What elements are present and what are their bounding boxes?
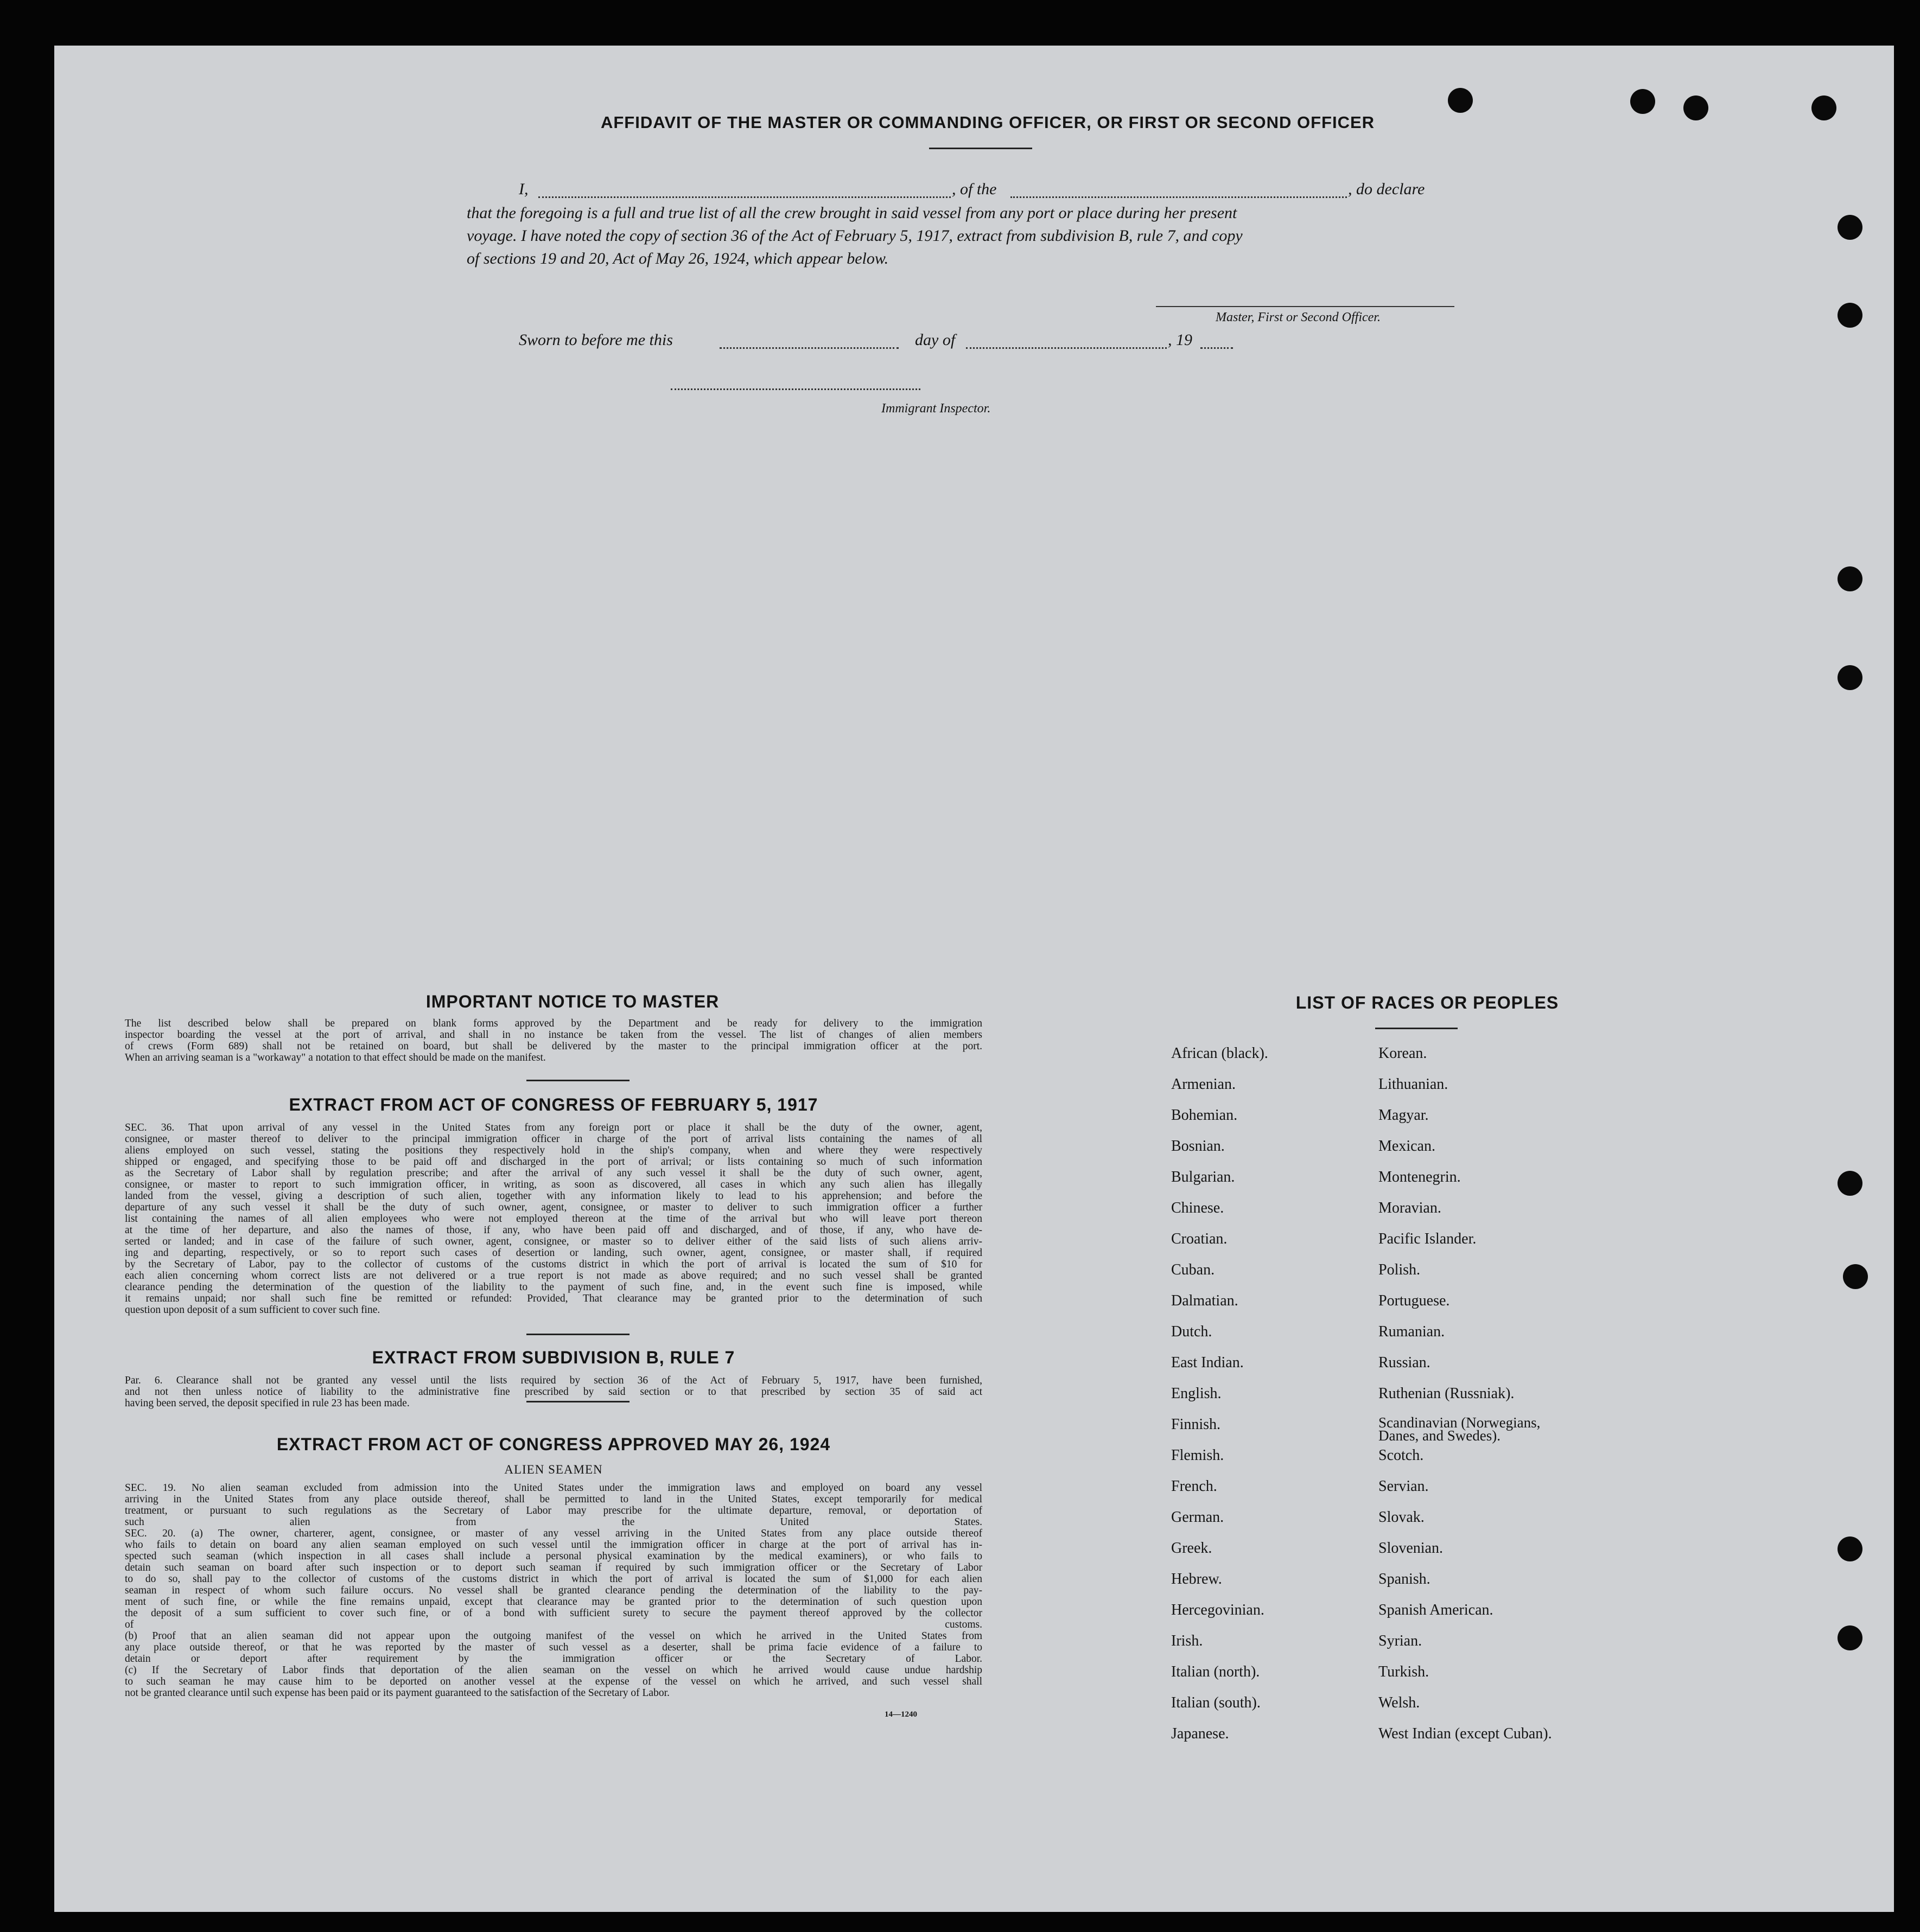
text-line: SEC. 19. No alien seaman excluded from admission into the United States under the immigration laws and employed on board any vessel [125, 1482, 982, 1494]
punch-hole [1838, 215, 1862, 240]
punch-hole [1838, 665, 1862, 690]
text-line: arriving in the United States from any place outside thereof, shall be permitted to land in the United States, except temporarily for medical [125, 1494, 982, 1505]
text-line: spected such seaman (which inspection in all cases shall include a personal physical examination by the medical examiners), or who fails to [125, 1551, 982, 1562]
race-item: African (black). [1171, 1045, 1268, 1062]
race-item: Italian (north). [1171, 1663, 1260, 1680]
form-sheet [54, 46, 1894, 1912]
text-line: who fails to detain on board any alien seaman employed on such vessel until the immigration officer in charge at the port of arrival has in- [125, 1539, 982, 1551]
text-line: When an arriving seaman is a "workaway" a notation to that effect should be made on the manifest. [125, 1052, 546, 1063]
race-item: Korean. [1378, 1045, 1427, 1062]
extract-1917-text [125, 1122, 982, 1316]
race-item: Flemish. [1171, 1447, 1224, 1464]
race-item: German. [1171, 1509, 1224, 1526]
race-item: West Indian (except Cuban). [1378, 1725, 1552, 1742]
text-line: having been served, the deposit specified in rule 23 has been made. [125, 1398, 410, 1409]
text-line: to do so, shall pay to the collector of customs of the customs district in which the port of arrival is located the sum of $1,000 for each alien [125, 1573, 982, 1585]
race-item: Hebrew. [1171, 1571, 1222, 1587]
race-item: Portuguese. [1378, 1292, 1450, 1309]
declare-label: , do declare [1348, 180, 1425, 198]
text-line: list containing the names of all alien employees who were not employed thereon at the time of the arrival but who will leave port thereon [125, 1213, 982, 1225]
sworn-line [519, 331, 1333, 353]
race-item: Rumanian. [1378, 1323, 1445, 1340]
race-item: Chinese. [1171, 1200, 1224, 1216]
race-item: Moravian. [1378, 1200, 1441, 1216]
inspector-caption: Immigrant Inspector. [881, 401, 991, 416]
race-item: Dutch. [1171, 1323, 1212, 1340]
race-item: East Indian. [1171, 1354, 1244, 1371]
name-field[interactable] [538, 196, 951, 198]
race-item: Ruthenian (Russniak). [1378, 1385, 1515, 1402]
year-prefix: , 19 [1168, 331, 1192, 349]
race-item: Bosnian. [1171, 1138, 1225, 1155]
race-item: Scotch. [1378, 1447, 1424, 1464]
race-item: Greek. [1171, 1540, 1212, 1557]
race-item: Hercegovinian. [1171, 1602, 1264, 1618]
punch-hole [1838, 566, 1862, 591]
text-line: serted or landed; and in case of the failure of such owner, agent, consignee, or master so to deliver either of the said lists of such aliens arriv- [125, 1236, 982, 1247]
notice-title: IMPORTANT NOTICE TO MASTER [425, 992, 720, 1011]
section-divider [526, 1080, 630, 1081]
extract-rule7-title: EXTRACT FROM SUBDIVISION B, RULE 7 [372, 1348, 735, 1367]
text-line: any place outside thereof, or that he was reported by the master of such vessel as a deserter, shall be prima facie evidence of a failure to [125, 1642, 982, 1653]
sworn-year-field[interactable] [1200, 347, 1233, 349]
race-item: Bohemian. [1171, 1107, 1238, 1124]
extract-1924-title: EXTRACT FROM ACT OF CONGRESS APPROVED MAY 26, 1924 [276, 1434, 831, 1454]
race-item: Dalmatian. [1171, 1292, 1238, 1309]
race-item: Finnish. [1171, 1416, 1221, 1433]
text-line: question upon deposit of a sum sufficient to cover such fine. [125, 1304, 380, 1316]
of-the-label: , of the [952, 180, 997, 198]
race-item: Bulgarian. [1171, 1169, 1235, 1185]
text-line: Par. 6. Clearance shall not be granted any vessel until the lists required by section 36 of the Act of February 5, 1917, have been furnished, [125, 1375, 982, 1386]
text-line: ing and departing, respectively, or so to report such cases of desertion or landing, such owner, agent, consignee, or master shall, if required [125, 1247, 982, 1259]
affidavit-line-2: that the foregoing is a full and true list of all the crew brought in said vessel from any port or place during her present [467, 204, 1237, 222]
text-line: at the time of her departure, and also the names of those, if any, who have been paid off and discharged, and of those, if any, who have de- [125, 1225, 982, 1236]
text-line: as the Secretary of Labor shall by regulation prescribe; and after the arrival of any such vessel it shall be the duty of such owner, agent, [125, 1168, 982, 1179]
section-divider [526, 1334, 630, 1335]
text-line: not be granted clearance until such expense has been paid or its payment guaranteed to the satisfaction of the Secretary of Labor. [125, 1687, 670, 1699]
text-line: detain such seaman on board after such inspection or to deport such seaman if required by such immigration officer or the Secretary of Labor [125, 1562, 982, 1573]
affidavit-line-3: voyage. I have noted the copy of section 36 of the Act of February 5, 1917, extract from subdivision B, rule 7, and copy [467, 227, 1243, 245]
race-item: Cuban. [1171, 1261, 1215, 1278]
race-item: Syrian. [1378, 1633, 1422, 1649]
affidavit-line-4: of sections 19 and 20, Act of May 26, 1924, which appear below. [467, 250, 889, 267]
text-line: seaman in respect of whom such failure occurs. No vessel shall be granted clearance pending the determination of the liability to the pay- [125, 1585, 982, 1596]
punch-hole [1838, 1536, 1862, 1561]
alien-seamen-subtitle: ALIEN SEAMEN [504, 1463, 603, 1476]
text-line: shipped or engaged, and specifying those to be paid off and discharged in the port of arrival; or lists containing so much of such information [125, 1156, 982, 1168]
text-line: SEC. 20. (a) The owner, charterer, agent, consignee, or master of any vessel arriving in the United States from any place outside thereof [125, 1528, 982, 1539]
race-item: Spanish. [1378, 1571, 1431, 1587]
affidavit-i-label: I, [519, 180, 529, 198]
sworn-day-field[interactable] [720, 347, 899, 349]
text-line: (b) Proof that an alien seaman did not appear upon the outgoing manifest of the vessel on which he arrived in the United States from [125, 1630, 982, 1642]
sworn-label: Sworn to before me this [519, 331, 673, 349]
race-item: Japanese. [1171, 1725, 1229, 1742]
races-title: LIST OF RACES OR PEOPLES [1295, 993, 1559, 1012]
punch-hole [1838, 1625, 1862, 1650]
text-line: consignee, or master to report to such immigration officer, in writing, as soon as discovered, all cases in which any such alien has illegally [125, 1179, 982, 1190]
text-line: of crews (Form 689) shall not be retained on board, but shall be delivered by the master to the principal immigration officer at the port. [125, 1041, 982, 1052]
text-line: treatment, or pursuant to such regulations as the Secretary of Labor may prescribe for the ultimate departure, removal, or deportation of [125, 1505, 982, 1516]
day-of-label: day of [915, 331, 956, 349]
text-line: clearance pending the determination of the question of the liability to the payment of such fine, and, in the event such fine is imposed, while [125, 1281, 982, 1293]
punch-hole [1838, 303, 1862, 328]
text-line: departure of any such vessel it shall be the duty of such owner, agent, consignee, or master to deliver to such immigration officer a further [125, 1202, 982, 1213]
extract-1917-title: EXTRACT FROM ACT OF CONGRESS OF FEBRUARY 5, 1917 [289, 1095, 818, 1114]
punch-hole [1683, 95, 1708, 120]
sworn-month-field[interactable] [966, 347, 1167, 349]
text-line: inspector boarding the vessel at the port of arrival, and shall in no instance be taken from the vessel. The list of changes of alien members [125, 1029, 982, 1041]
race-item: Irish. [1171, 1633, 1203, 1649]
punch-hole [1811, 95, 1836, 120]
race-item: Servian. [1378, 1478, 1429, 1495]
race-item: Slovenian. [1378, 1540, 1443, 1557]
race-item: Armenian. [1171, 1076, 1236, 1093]
text-line: (c) If the Secretary of Labor finds that deportation of the alien seaman on the vessel on which he arrived would cause undue hardship [125, 1665, 982, 1676]
text-line: detain or deport after requirement by the immigration officer or the Secretary of Labor. [125, 1653, 982, 1665]
text-line: consignee, or master thereof to deliver to the principal immigration officer in charge of the port of arrival lists containing the names of all [125, 1133, 982, 1145]
inspector-signature-line[interactable] [671, 388, 920, 390]
race-item: Russian. [1378, 1354, 1431, 1371]
text-line: The list described below shall be prepared on blank forms approved by the Department and be ready for delivery to the immigration [125, 1018, 982, 1029]
punch-hole [1630, 89, 1655, 114]
text-line: by the Secretary of Labor, pay to the collector of customs of the customs district in which the port of arrival is located the sum of $10 for [125, 1259, 982, 1270]
race-item: Pacific Islander. [1378, 1230, 1477, 1247]
extract-1924-text [125, 1482, 982, 1699]
form-number: 14—1240 [885, 1710, 917, 1719]
race-item: Lithuanian. [1378, 1076, 1448, 1093]
text-line: landed from the vessel, giving a description of such alien, together with any information likely to lead to his apprehension; and before the [125, 1190, 982, 1202]
text-line: ment of such fine, or while the fine remains unpaid, except that clearance may be granted prior to the determination of such question upon [125, 1596, 982, 1608]
race-item: Scandinavian (Norwegians, Danes, and Swedes). [1378, 1414, 1541, 1444]
races-title-underline [1375, 1028, 1458, 1029]
race-item: Turkish. [1378, 1663, 1429, 1680]
text-line: each alien concerning whom correct lists are not delivered or a true report is not made as above required; and no such vessel shall be granted [125, 1270, 982, 1281]
race-item: Slovak. [1378, 1509, 1425, 1526]
affidavit-line-1 [519, 180, 1550, 202]
race-item: Spanish American. [1378, 1602, 1493, 1618]
affidavit-title: AFFIDAVIT OF THE MASTER OR COMMANDING OFFICER, OR FIRST OR SECOND OFFICER [600, 113, 1375, 132]
race-item: English. [1171, 1385, 1222, 1402]
master-caption: Master, First or Second Officer. [1216, 310, 1381, 324]
text-line: and not then unless notice of liability to the administrative fine prescribed by said section or to that prescribed by section 35 of said act [125, 1386, 982, 1398]
text-line: such alien from the United States. [125, 1516, 982, 1528]
vessel-field[interactable] [1010, 196, 1347, 198]
title-underline [929, 148, 1032, 149]
race-item: Montenegrin. [1378, 1169, 1461, 1185]
master-signature-line[interactable] [1156, 306, 1454, 307]
text-line: it remains unpaid; nor shall such fine be remitted or refunded: Provided, That clearance may be granted prior to the determination of such [125, 1293, 982, 1304]
text-line: aliens employed on such vessel, stating the positions they respectively hold in the ship's company, when and where they were respectively [125, 1145, 982, 1156]
text-line: of customs. [125, 1619, 982, 1630]
section-divider [526, 1401, 630, 1402]
race-item: Magyar. [1378, 1107, 1429, 1124]
text-line: SEC. 36. That upon arrival of any vessel in the United States from any foreign port or place it shall be the duty of the owner, agent, [125, 1122, 982, 1133]
text-line: the deposit of a sum sufficient to cover such fine, or of a bond with sufficient surety to secure the payment thereof approved by the collector [125, 1608, 982, 1619]
extract-rule7-text [125, 1375, 982, 1409]
text-line: to such seaman he may cause him to be deported on another vessel at the expense of the vessel on which he arrived, and such vessel shall [125, 1676, 982, 1687]
race-item: Italian (south). [1171, 1694, 1261, 1711]
punch-hole [1838, 1171, 1862, 1196]
punch-hole [1843, 1264, 1868, 1289]
race-item: French. [1171, 1478, 1217, 1495]
punch-hole [1448, 88, 1473, 113]
race-item: Welsh. [1378, 1694, 1420, 1711]
race-item: Croatian. [1171, 1230, 1228, 1247]
race-item: Mexican. [1378, 1138, 1435, 1155]
race-item: Polish. [1378, 1261, 1421, 1278]
notice-text [125, 1018, 982, 1063]
